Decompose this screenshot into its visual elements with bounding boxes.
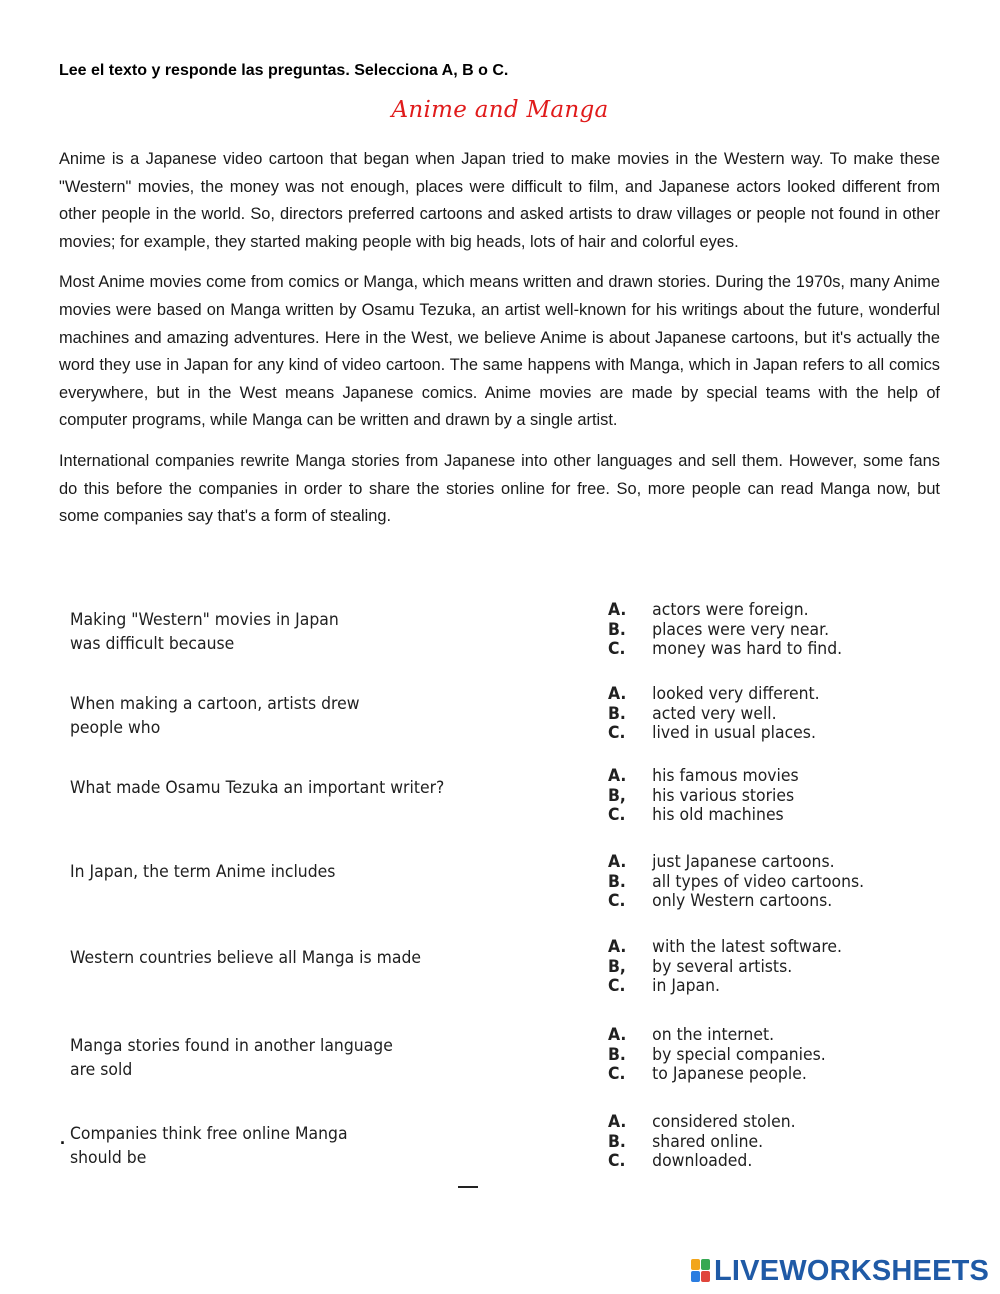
stray-dot: .	[60, 1128, 66, 1148]
option-text: all types of video cartoons.	[652, 871, 865, 892]
option-text: only Western cartoons.	[652, 891, 833, 911]
option-a[interactable]	[608, 1026, 921, 1046]
option-letter: B,	[608, 956, 626, 977]
option-b[interactable]	[608, 705, 921, 725]
option-c[interactable]	[608, 724, 921, 744]
option-letter: C.	[608, 805, 626, 825]
option-text: actors were foreign.	[652, 600, 809, 620]
options-2	[608, 685, 921, 744]
option-letter: A.	[608, 600, 627, 620]
question-text: When making a cartoon, artists drew	[70, 694, 360, 714]
option-b[interactable]	[608, 621, 921, 641]
options-1	[608, 601, 921, 660]
question-6	[70, 1034, 475, 1082]
option-text: by special companies.	[652, 1044, 826, 1065]
stray-dash	[458, 1186, 478, 1188]
option-a[interactable]	[608, 601, 921, 621]
options-6	[608, 1026, 921, 1085]
logo-text: LIVEWORKSHEETS	[714, 1254, 990, 1287]
question-2	[70, 692, 475, 740]
option-letter: C.	[608, 976, 626, 996]
passage-paragraph: Most Anime movies come from comics or Manga, which means written and drawn stories. During the 1970s, many Anime movies were based on Manga written by Osamu Tezuka, an artist well-known for his writings about the future, wonderful machines and amazing adventures. Here in the West, we believe Anime is about Japanese cartoons, but it's actually the word they use in Japan for any kind of video cartoon. The same happens with Manga, which in Japan refers to all comics everywhere, but in the West means Japanese comics. Anime movies are made by special teams with the help of computer programs, while Manga can be written and drawn by a single artist.	[59, 273, 940, 430]
option-b[interactable]	[608, 1133, 921, 1153]
question-text: Companies think free online Manga	[70, 1124, 348, 1144]
option-b[interactable]	[608, 958, 921, 978]
option-letter: C.	[608, 891, 626, 911]
option-b[interactable]	[608, 873, 921, 893]
option-letter: C.	[608, 723, 626, 743]
option-text: considered stolen.	[652, 1112, 796, 1132]
option-text: his famous movies	[652, 766, 799, 786]
option-a[interactable]	[608, 685, 921, 705]
option-text: places were very near.	[652, 619, 830, 640]
option-text: money was hard to find.	[652, 639, 843, 659]
question-text: Manga stories found in another language	[70, 1036, 393, 1056]
option-c[interactable]	[608, 1152, 921, 1172]
option-b[interactable]	[608, 1046, 921, 1066]
page-title: Anime and Manga	[391, 97, 609, 123]
logo-grid-icon	[691, 1259, 711, 1283]
option-letter: A.	[608, 766, 627, 786]
option-letter: C.	[608, 1064, 626, 1084]
question-text: was difficult because	[70, 634, 235, 654]
option-b[interactable]	[608, 787, 921, 807]
option-letter: B,	[608, 785, 626, 806]
option-text: lived in usual places.	[652, 723, 816, 743]
option-text: acted very well.	[652, 703, 777, 724]
question-5	[70, 946, 475, 970]
option-text: his old machines	[652, 805, 784, 825]
option-letter: C.	[608, 1151, 626, 1171]
option-letter: B.	[608, 1044, 626, 1065]
question-text: In Japan, the term Anime includes	[70, 862, 336, 882]
passage-paragraph: Anime is a Japanese video cartoon that began when Japan tried to make movies in the Western way. To make these "Western" movies, the money was not enough, places were difficult to film, and Japanese actors looked different from other people in the world. So, directors preferred cartoons and asked artists to draw villages or people not found in other movies; for example, they started making people with big heads, lots of hair and colorful eyes.	[59, 150, 940, 251]
option-letter: B.	[608, 871, 626, 892]
option-letter: C.	[608, 639, 626, 659]
option-text: shared online.	[652, 1131, 764, 1152]
options-4	[608, 853, 921, 912]
option-text: just Japanese cartoons.	[652, 852, 835, 872]
option-text: downloaded.	[652, 1151, 753, 1171]
option-text: in Japan.	[652, 976, 720, 996]
option-c[interactable]	[608, 1065, 921, 1085]
option-text: looked very different.	[652, 684, 820, 704]
question-4	[70, 860, 475, 884]
question-text: Making "Western" movies in Japan	[70, 610, 339, 630]
question-text: people who	[70, 718, 161, 738]
question-text: are sold	[70, 1060, 133, 1080]
question-1	[70, 608, 475, 656]
option-c[interactable]	[608, 806, 921, 826]
option-text: by several artists.	[652, 956, 793, 977]
option-letter: A.	[608, 937, 627, 957]
option-a[interactable]	[608, 1113, 921, 1133]
question-text: What made Osamu Tezuka an important writer?	[70, 778, 445, 798]
option-text: with the latest software.	[652, 937, 843, 957]
instructions: Lee el texto y responde las preguntas. Selecciona A, B o C.	[59, 62, 509, 79]
option-letter: A.	[608, 1025, 627, 1045]
option-text: to Japanese people.	[652, 1064, 807, 1084]
options-3	[608, 767, 921, 826]
question-3	[70, 776, 475, 800]
option-letter: B.	[608, 1131, 626, 1152]
option-c[interactable]	[608, 640, 921, 660]
option-c[interactable]	[608, 892, 921, 912]
liveworksheets-logo[interactable]	[691, 1254, 989, 1288]
option-letter: A.	[608, 684, 627, 704]
options-5	[608, 938, 921, 997]
reading-passage	[59, 146, 940, 544]
option-a[interactable]	[608, 938, 921, 958]
option-text: his various stories	[652, 785, 795, 806]
option-c[interactable]	[608, 977, 921, 997]
options-7	[608, 1113, 921, 1172]
passage-paragraph: International companies rewrite Manga stories from Japanese into other languages and sell them. However, some fans do this before the companies in order to share the stories online for free. So, more people can read Manga now, but some companies say that's a form of stealing.	[59, 451, 940, 526]
option-letter: A.	[608, 1112, 627, 1132]
option-a[interactable]	[608, 767, 921, 787]
option-a[interactable]	[608, 853, 921, 873]
option-letter: A.	[608, 852, 627, 872]
question-text: should be	[70, 1148, 147, 1168]
question-7	[70, 1122, 475, 1170]
option-letter: B.	[608, 703, 626, 724]
option-text: on the internet.	[652, 1025, 775, 1045]
question-text: Western countries believe all Manga is made	[70, 948, 422, 968]
option-letter: B.	[608, 619, 626, 640]
